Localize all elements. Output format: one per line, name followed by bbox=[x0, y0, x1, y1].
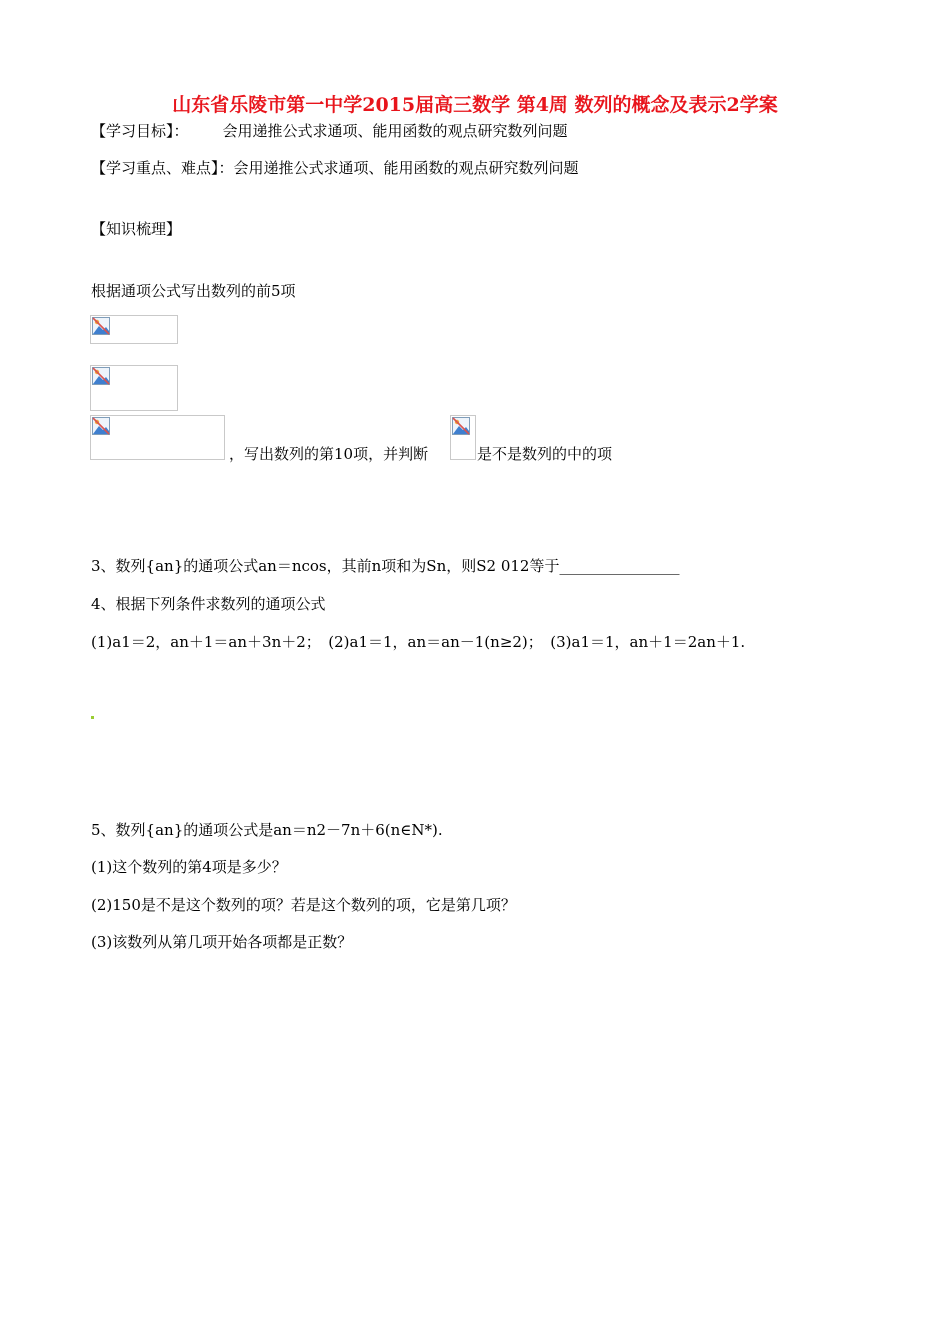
question-5-part-2: (2)150是不是这个数列的项？若是这个数列的项，它是第几项？ bbox=[91, 896, 516, 914]
key-points: 【学习重点、难点】：会用递推公式求通项、能用函数的观点研究数列问题 bbox=[91, 159, 579, 177]
page-title: 山东省乐陵市第一中学2015届高三数学 第4周 数列的概念及表示2学案 bbox=[172, 94, 778, 116]
learning-goal-text: 会用递推公式求通项、能用函数的观点研究数列问题 bbox=[222, 122, 568, 140]
broken-image-icon bbox=[92, 367, 110, 385]
broken-image-icon bbox=[92, 417, 110, 435]
item-2-text-b: 是不是数列的中的项 bbox=[477, 445, 613, 463]
question-5: 5、数列{an}的通项公式是an＝n2－7n＋6(n∈N*). bbox=[91, 821, 443, 839]
formula-image-2 bbox=[90, 365, 178, 411]
question-4: 4、根据下列条件求数列的通项公式 bbox=[91, 595, 326, 613]
learning-goal bbox=[91, 121, 568, 141]
formula-image-3 bbox=[90, 415, 225, 460]
knowledge-header: 【知识梳理】 bbox=[91, 220, 182, 238]
broken-image-icon bbox=[92, 317, 110, 335]
formula-image-4 bbox=[450, 415, 476, 460]
question-5-part-1: (1)这个数列的第4项是多少？ bbox=[91, 858, 287, 876]
question-5-part-3: (3)该数列从第几项开始各项都是正数？ bbox=[91, 933, 353, 951]
write-first-five-instruction: 根据通项公式写出数列的前5项 bbox=[91, 282, 296, 300]
stray-mark bbox=[91, 716, 94, 719]
item-2-text-a: ，写出数列的第10项，并判断 bbox=[229, 445, 429, 463]
question-3: 3、数列{an}的通项公式an＝ncos，其前n项和为Sn，则S2 012等于________________ bbox=[91, 557, 680, 575]
question-4-parts: (1)a1＝2，an＋1＝an＋3n＋2； (2)a1＝1，an＝an－1(n≥2)； (3)a1＝1，an＋1＝2an＋1. bbox=[91, 633, 746, 651]
broken-image-icon bbox=[452, 417, 470, 435]
learning-goal-label: 【学习目标】： bbox=[91, 122, 189, 140]
formula-image-1 bbox=[90, 315, 178, 344]
